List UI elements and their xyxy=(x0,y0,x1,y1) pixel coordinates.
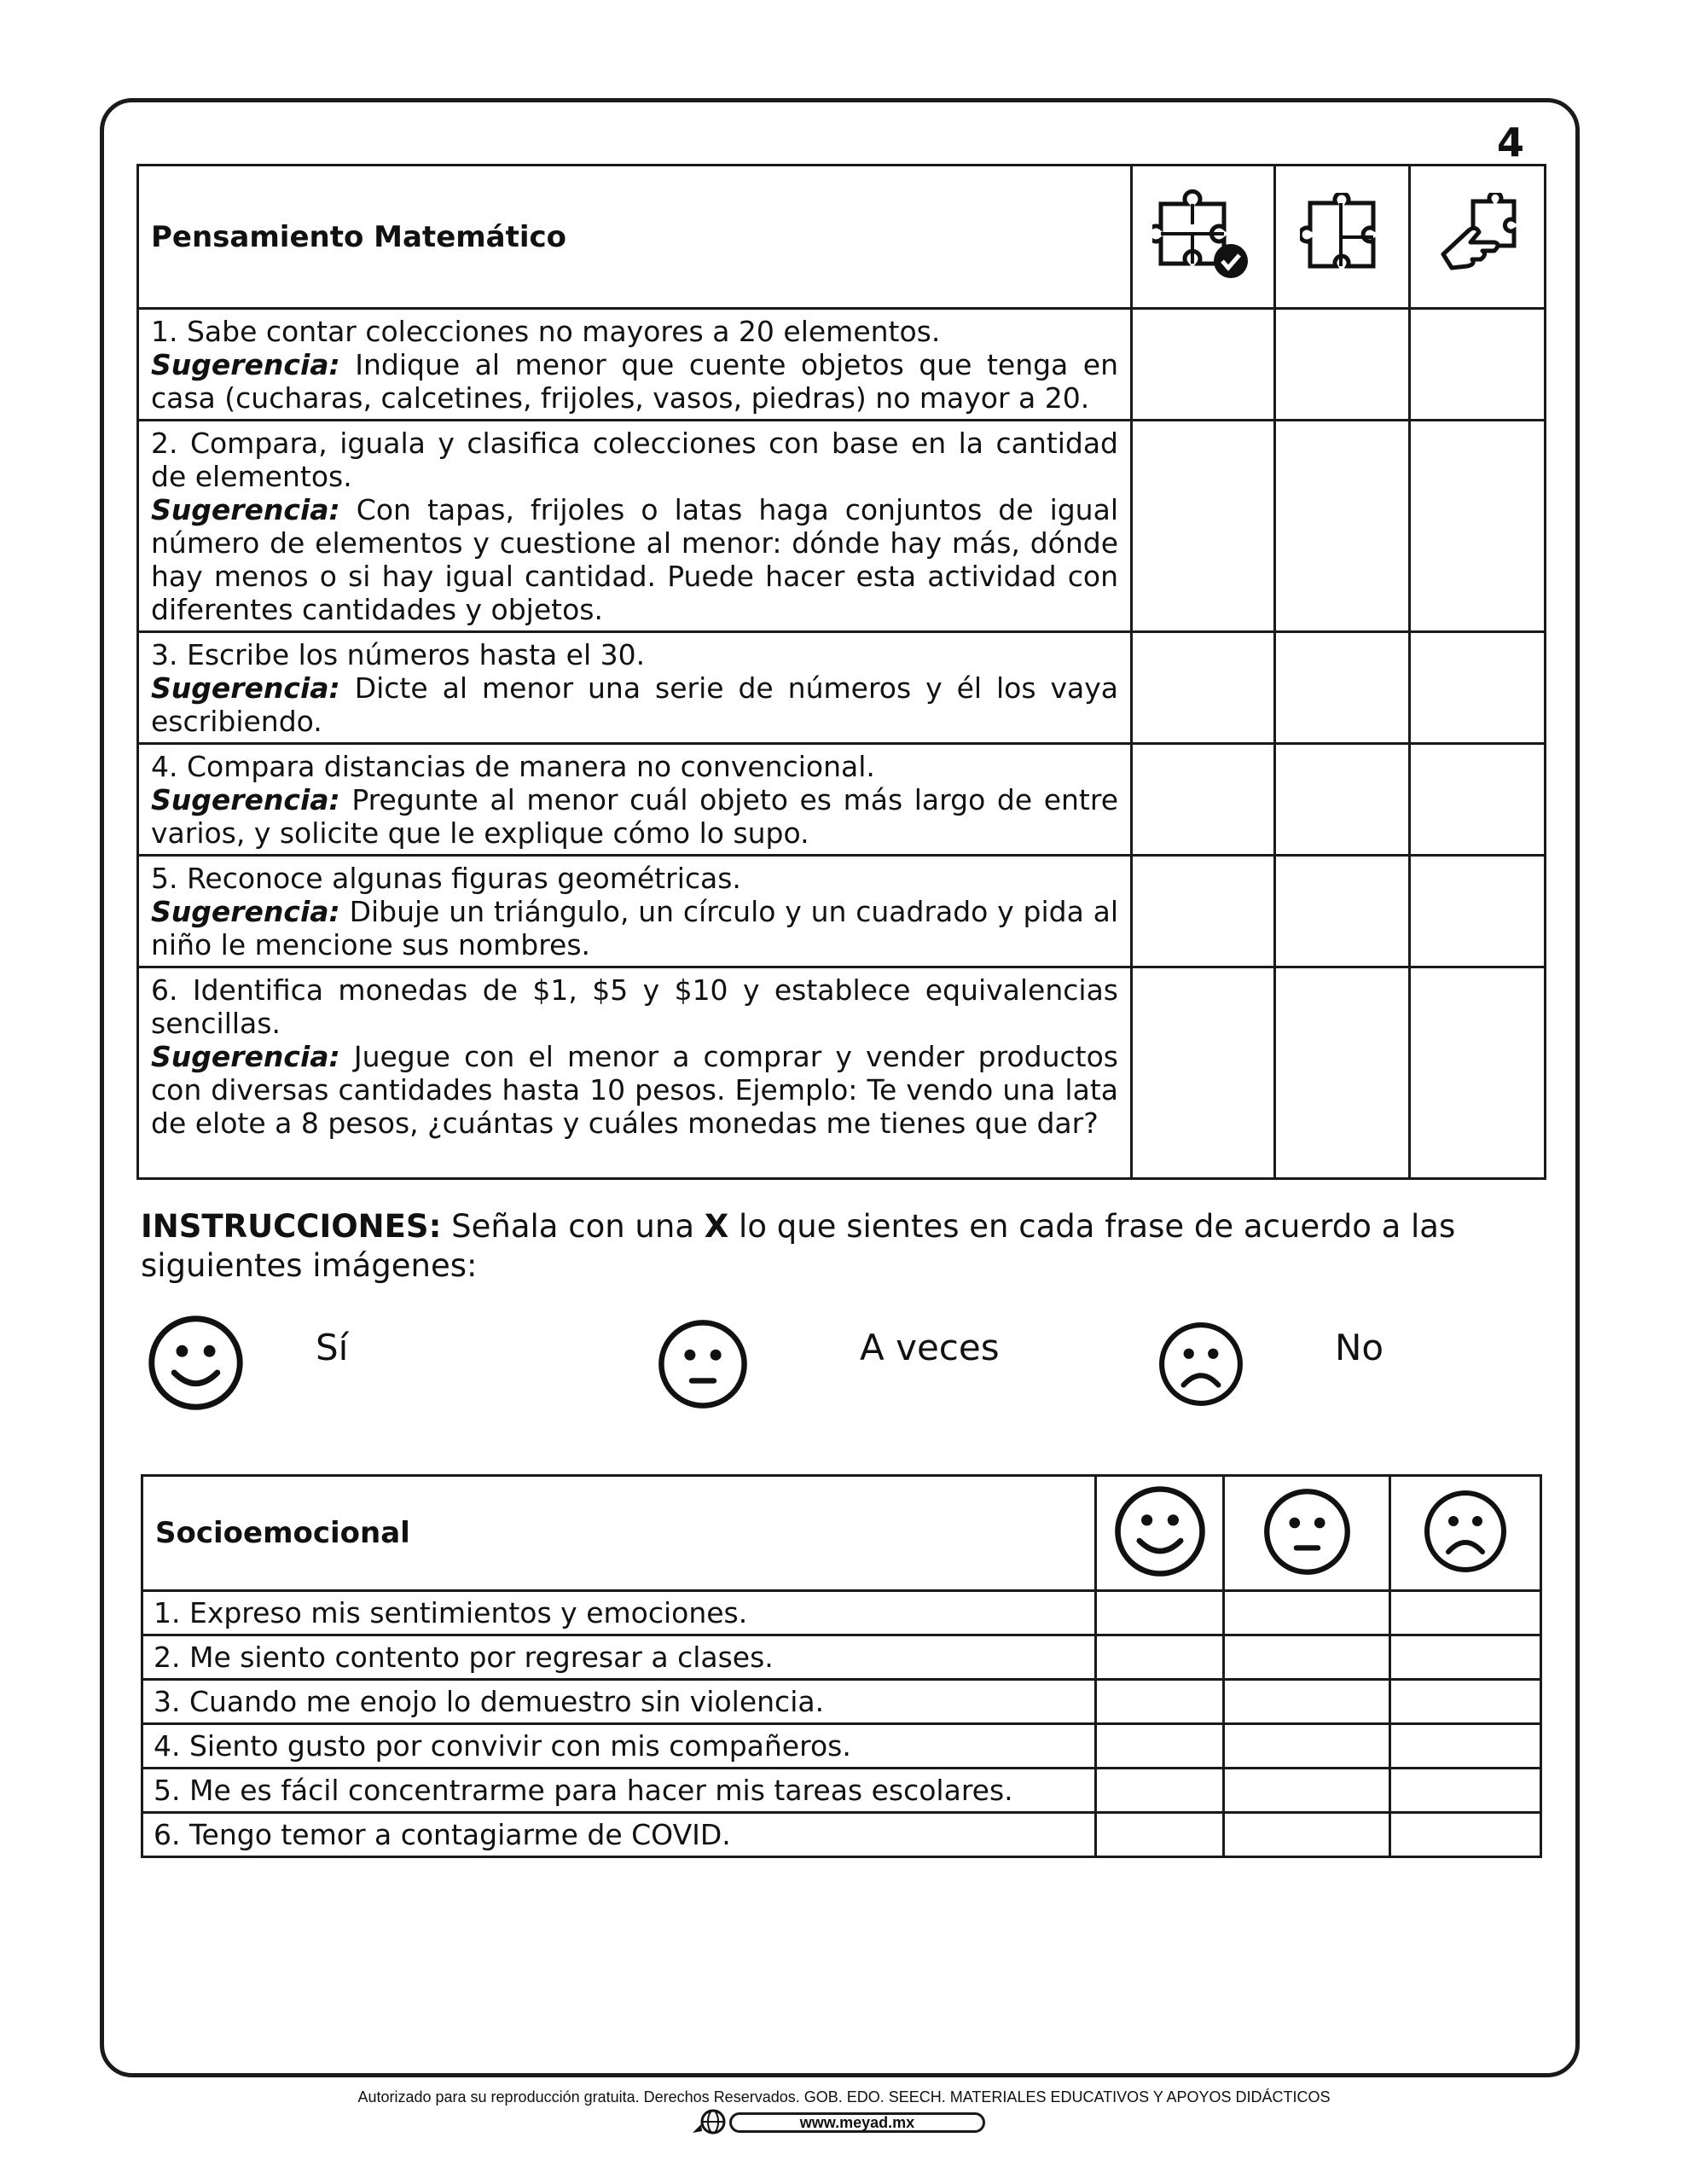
socio-heading: Socioemocional xyxy=(142,1476,1096,1591)
check-cell[interactable] xyxy=(1132,309,1275,421)
check-cell[interactable] xyxy=(1096,1813,1224,1857)
table-row xyxy=(138,421,1546,632)
footer-notice: Autorizado para su reproducción gratuita. Derechos Reservados. GOB. EDO. SEECH. MATERIALES EDUCATIVOS Y APOYOS DIDÁCTICOS xyxy=(357,2088,1331,2106)
page-number: 4 xyxy=(1497,119,1525,166)
table-row xyxy=(138,744,1546,856)
neutral-face-icon xyxy=(657,1318,749,1410)
check-cell[interactable] xyxy=(1132,632,1275,744)
check-cell[interactable] xyxy=(1096,1769,1224,1813)
check-cell[interactable] xyxy=(1096,1680,1224,1724)
check-cell[interactable] xyxy=(1390,1813,1541,1857)
socioemotional-table xyxy=(141,1474,1542,1858)
socio-item-6: 6. Tengo temor a contagiarme de COVID. xyxy=(142,1813,1096,1857)
math-item-1: 1. Sabe contar colecciones no mayores a 20 elementos. Sugerencia: Indique al menor que cuente objetos que tenga en casa (cucharas, calcetines, frijoles, vasos, piedras) no mayor a 20. xyxy=(138,309,1132,421)
table-row xyxy=(138,632,1546,744)
math-checklist-table xyxy=(136,164,1546,1180)
check-cell[interactable] xyxy=(1275,856,1410,967)
math-item-3: 3. Escribe los números hasta el 30. Sugerencia: Dicte al menor una serie de números y él los vaya escribiendo. xyxy=(138,632,1132,744)
check-cell[interactable] xyxy=(1410,421,1546,632)
check-cell[interactable] xyxy=(1096,1591,1224,1635)
table-header-row xyxy=(142,1476,1541,1591)
check-cell[interactable] xyxy=(1096,1724,1224,1769)
check-cell[interactable] xyxy=(1410,744,1546,856)
website-link[interactable]: www.meyad.mx xyxy=(729,2112,985,2133)
globe-cursor-icon xyxy=(691,2107,728,2136)
check-cell[interactable] xyxy=(1390,1769,1541,1813)
table-header-row xyxy=(138,166,1546,309)
table-row xyxy=(142,1635,1541,1680)
neutral-face-icon xyxy=(1224,1476,1390,1591)
check-cell[interactable] xyxy=(1390,1724,1541,1769)
check-cell[interactable] xyxy=(1390,1635,1541,1680)
socio-item-1: 1. Expreso mis sentimientos y emociones. xyxy=(142,1591,1096,1635)
check-cell[interactable] xyxy=(1275,632,1410,744)
table-row xyxy=(138,967,1546,1179)
table-row xyxy=(142,1591,1541,1635)
check-cell[interactable] xyxy=(1275,421,1410,632)
puzzle-icon xyxy=(1275,166,1410,309)
check-cell[interactable] xyxy=(1132,967,1275,1179)
check-cell[interactable] xyxy=(1390,1680,1541,1724)
check-cell[interactable] xyxy=(1132,856,1275,967)
sad-face-icon xyxy=(1157,1321,1244,1408)
check-cell[interactable] xyxy=(1275,744,1410,856)
check-cell[interactable] xyxy=(1224,1724,1390,1769)
check-cell[interactable] xyxy=(1390,1591,1541,1635)
table-row xyxy=(142,1813,1541,1857)
puzzle-check-icon xyxy=(1132,166,1275,309)
legend-label-yes: Sí xyxy=(316,1327,349,1368)
check-cell[interactable] xyxy=(1224,1635,1390,1680)
socio-item-5: 5. Me es fácil concentrarme para hacer mis tareas escolares. xyxy=(142,1769,1096,1813)
table-row xyxy=(142,1769,1541,1813)
check-cell[interactable] xyxy=(1224,1591,1390,1635)
table-row xyxy=(138,856,1546,967)
table-row xyxy=(142,1724,1541,1769)
socio-item-4: 4. Siento gusto por convivir con mis compañeros. xyxy=(142,1724,1096,1769)
instructions: INSTRUCCIONES: Señala con una X lo que sientes en cada frase de acuerdo a las siguientes imágenes: xyxy=(141,1208,1456,1284)
hand-puzzle-icon xyxy=(1410,166,1546,309)
sad-face-icon xyxy=(1390,1476,1541,1591)
table-row xyxy=(142,1680,1541,1724)
check-cell[interactable] xyxy=(1096,1635,1224,1680)
check-cell[interactable] xyxy=(1224,1769,1390,1813)
math-heading: Pensamiento Matemático xyxy=(138,166,1132,309)
math-item-5: 5. Reconoce algunas figuras geométricas. Sugerencia: Dibuje un triángulo, un círculo y un cuadrado y pida al niño le mencione sus nombres. xyxy=(138,856,1132,967)
check-cell[interactable] xyxy=(1275,967,1410,1179)
check-cell[interactable] xyxy=(1132,421,1275,632)
check-cell[interactable] xyxy=(1410,967,1546,1179)
check-cell[interactable] xyxy=(1410,309,1546,421)
math-item-6: 6. Identifica monedas de $1, $5 y $10 y establece equivalencias sencillas. Sugerencia: Juegue con el menor a comprar y vender productos con diversas cantidades hasta 10 pesos. Ejemplo: Te vendo una lata de elote a 8 pesos, ¿cuántas y cuáles monedas me tienes que dar? xyxy=(138,967,1132,1179)
happy-face-icon xyxy=(147,1314,245,1412)
check-cell[interactable] xyxy=(1224,1813,1390,1857)
socio-item-3: 3. Cuando me enojo lo demuestro sin violencia. xyxy=(142,1680,1096,1724)
legend-label-no: No xyxy=(1335,1327,1384,1368)
happy-face-icon xyxy=(1096,1476,1224,1591)
socio-item-2: 2. Me siento contento por regresar a clases. xyxy=(142,1635,1096,1680)
math-item-2: 2. Compara, iguala y clasifica colecciones con base en la cantidad de elementos. Sugerencia: Con tapas, frijoles o latas haga conjuntos de igual número de elementos y cuestione al menor: dónde hay más, dónde hay menos o si hay igual cantidad. Puede hacer esta actividad con diferentes cantidades y objetos. xyxy=(138,421,1132,632)
check-cell[interactable] xyxy=(1275,309,1410,421)
check-cell[interactable] xyxy=(1132,744,1275,856)
check-cell[interactable] xyxy=(1410,856,1546,967)
math-item-4: 4. Compara distancias de manera no convencional. Sugerencia: Pregunte al menor cuál objeto es más largo de entre varios, y solicite que le explique cómo lo supo. xyxy=(138,744,1132,856)
legend-label-sometimes: A veces xyxy=(860,1327,1000,1368)
check-cell[interactable] xyxy=(1224,1680,1390,1724)
check-cell[interactable] xyxy=(1410,632,1546,744)
table-row xyxy=(138,309,1546,421)
